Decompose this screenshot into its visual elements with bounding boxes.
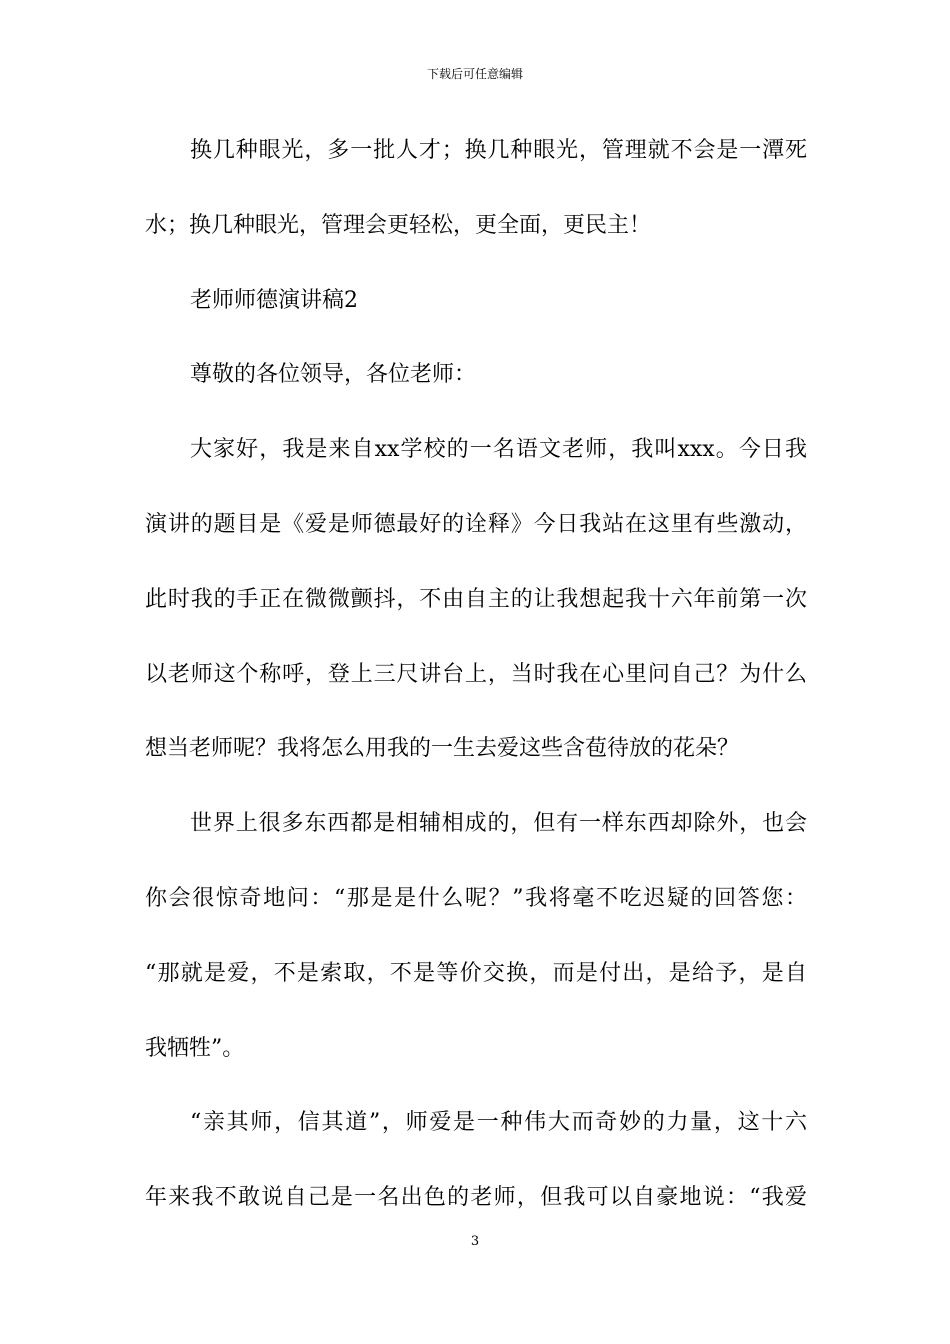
paragraph-line: 以老师这个称呼，登上三尺讲台上，当时我在心里问自己？为什么 (145, 661, 807, 687)
paragraph-line: 此时我的手正在微微颤抖，不由自主的让我想起我十六年前第一次 (145, 586, 807, 612)
paragraph-line: 你会很惊奇地问：“那是是什么呢？”我将毫不吃迟疑的回答您： (145, 885, 807, 911)
paragraph-line: 我牺牲”。 (145, 1035, 245, 1061)
paragraph-line: 水；换几种眼光，管理会更轻松，更全面，更民主！ (145, 212, 652, 238)
paragraph-line: “亲其师，信其道”，师爱是一种伟大而奇妙的力量，这十六 (190, 1110, 807, 1136)
salutation-line: 尊敬的各位领导，各位老师： (190, 362, 477, 388)
paragraph-line: 想当老师呢？我将怎么用我的一生去爱这些含苞待放的花朵？ (145, 736, 740, 762)
paragraph-line: 世界上很多东西都是相辅相成的，但有一样东西却除外，也会 (190, 811, 807, 837)
paragraph-line: 演讲的题目是《爱是师德最好的诠释》今日我站在这里有些激动， (145, 511, 807, 537)
paragraph-line: 大家好，我是来自xx学校的一名语文老师，我叫xxx。今日我 (190, 437, 807, 463)
paragraph-line: 换几种眼光，多一批人才；换几种眼光，管理就不会是一潭死 (190, 138, 807, 163)
page-header: 下载后可任意编辑 (426, 67, 523, 81)
paragraph-line: “那就是爱，不是索取，不是等价交换，而是付出，是给予，是自 (145, 960, 807, 986)
paragraph-line: 年来我不敢说自己是一名出色的老师，但我可以自豪地说：“我爱 (145, 1185, 807, 1211)
page-number: 3 (470, 1234, 480, 1249)
document-body (145, 128, 807, 1250)
section-heading: 老师师德演讲稿2 (190, 287, 358, 313)
